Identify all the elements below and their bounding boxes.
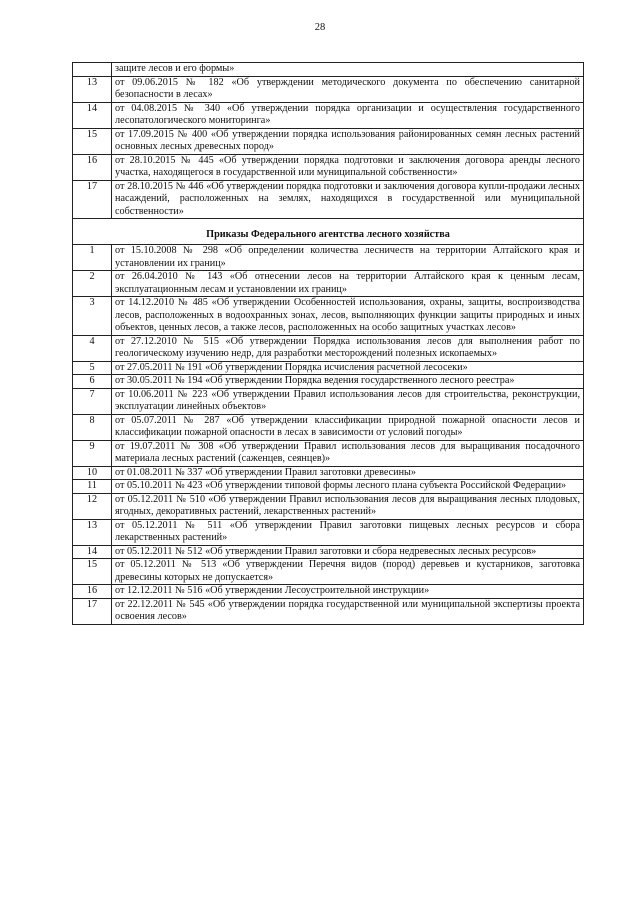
table-row [73,361,584,375]
table-row [73,388,584,414]
row-number: 5 [73,361,112,375]
table-row [73,128,584,154]
row-text: от 10.06.2011 № 223 «Об утверждении Правил использования лесов для строительства, реконструкции, эксплуатации линейных объектов» [112,388,584,414]
table-row [73,440,584,466]
table-row [73,585,584,599]
row-number: 15 [73,559,112,585]
row-number: 7 [73,388,112,414]
row-number: 17 [73,180,112,219]
row-text: от 05.12.2011 № 512 «Об утверждении Правил заготовки и сбора недревесных лесных ресурсов» [112,545,584,559]
row-text: от 05.12.2011 № 513 «Об утверждении Перечня видов (пород) деревьев и кустарников, заготовка древесины которых не допускается» [112,559,584,585]
row-text: от 28.10.2015 № 445 «Об утверждении порядка подготовки и заключения договора аренды лесного участка, находящегося в государственной или муниципальной собственности» [112,154,584,180]
page-number: 28 [314,22,326,33]
table-row [73,545,584,559]
table-row [73,375,584,389]
row-number: 15 [73,128,112,154]
table-row [73,154,584,180]
row-text: от 15.10.2008 № 298 «Об определении количества лесничеств на территории Алтайского края и установлении их границ» [112,245,584,271]
row-number: 16 [73,585,112,599]
section-title: Приказы Федерального агентства лесного хозяйства [73,219,584,245]
row-text: от 27.12.2010 № 515 «Об утверждении Порядка использования лесов для выполнения работ по геологическому изучению недр, для разработки месторождений полезных ископаемых» [112,335,584,361]
table-row [73,598,584,624]
row-text: от 19.07.2011 № 308 «Об утверждении Правил использования лесов для выращивания посадочного материала лесных растений (саженцев, сеянцев)» [112,440,584,466]
row-text: от 05.12.2011 № 510 «Об утверждении Правил использования лесов для выращивания лесных плодовых, ягодных, декоративных растений, лекарственных растений» [112,493,584,519]
row-number: 9 [73,440,112,466]
row-text: от 04.08.2015 № 340 «Об утверждении порядка организации и осуществления государственного лесопатологического мониторинга» [112,102,584,128]
table-row [73,559,584,585]
row-number: 1 [73,245,112,271]
table-row [73,480,584,494]
row-text: от 30.05.2011 № 194 «Об утверждении Порядка ведения государственного лесного реестра» [112,375,584,389]
table-row [73,102,584,128]
row-text: от 05.12.2011 № 511 «Об утверждении Правил заготовки пищевых лесных ресурсов и сбора лекарственных растений» [112,519,584,545]
row-number: 13 [73,76,112,102]
table-row [73,76,584,102]
table-row [73,335,584,361]
table-row [73,180,584,219]
document-table [72,62,584,625]
row-text: от 28.10.2015 № 446 «Об утверждении порядка подготовки и заключения договора купли-продажи лесных насаждений, расположенных на землях, находящихся в государственной или муниципальной собственности» [112,180,584,219]
table-row [73,297,584,336]
row-text: от 22.12.2011 № 545 «Об утверждении порядка государственной или муниципальной экспертизы проекта освоения лесов» [112,598,584,624]
table-row [73,414,584,440]
row-text: от 05.10.2011 № 423 «Об утверждении типовой формы лесного плана субъекта Российской Федерации» [112,480,584,494]
row-number: 11 [73,480,112,494]
row-text-cell: защите лесов и его формы» [112,63,584,77]
table-row-continuation [73,63,584,77]
section-header-row [73,219,584,245]
table-row [73,245,584,271]
row-text: от 01.08.2011 № 337 «Об утверждении Правил заготовки древесины» [112,466,584,480]
row-number: 2 [73,271,112,297]
row-text: от 14.12.2010 № 485 «Об утверждении Особенностей использования, охраны, защиты, воспроизводства лесов, расположенных в водоохранных зонах, лесов, выполняющих функции защиты природных и иных объектов, ценных лесов, а также лесов, расположенных на особо защитных участках лесов» [112,297,584,336]
row-text: от 09.06.2015 № 182 «Об утверждении методического документа по обеспечению санитарной безопасности в лесах» [112,76,584,102]
row-number: 3 [73,297,112,336]
row-number: 6 [73,375,112,389]
table-row [73,519,584,545]
row-number: 10 [73,466,112,480]
row-number: 14 [73,545,112,559]
row-text: от 05.07.2011 № 287 «Об утверждении классификации природной пожарной опасности лесов и классификации пожарной опасности в лесах в зависимости от условий погоды» [112,414,584,440]
row-text: от 12.12.2011 № 516 «Об утверждении Лесоустроительной инструкции» [112,585,584,599]
row-text: от 26.04.2010 № 143 «Об отнесении лесов на территории Алтайского края к ценным лесам, эксплуатационным лесам и установлении их границ» [112,271,584,297]
table-row [73,493,584,519]
row-number: 17 [73,598,112,624]
row-number: 12 [73,493,112,519]
row-number-cell [73,63,112,77]
row-number: 13 [73,519,112,545]
table-row [73,271,584,297]
table-body [73,63,584,625]
row-number: 8 [73,414,112,440]
row-number: 14 [73,102,112,128]
row-number: 4 [73,335,112,361]
row-text: от 17.09.2015 № 400 «Об утверждении порядка использования районированных семян лесных растений основных лесных древесных пород» [112,128,584,154]
table-row [73,466,584,480]
row-text: от 27.05.2011 № 191 «Об утверждении Порядка исчисления расчетной лесосеки» [112,361,584,375]
row-number: 16 [73,154,112,180]
